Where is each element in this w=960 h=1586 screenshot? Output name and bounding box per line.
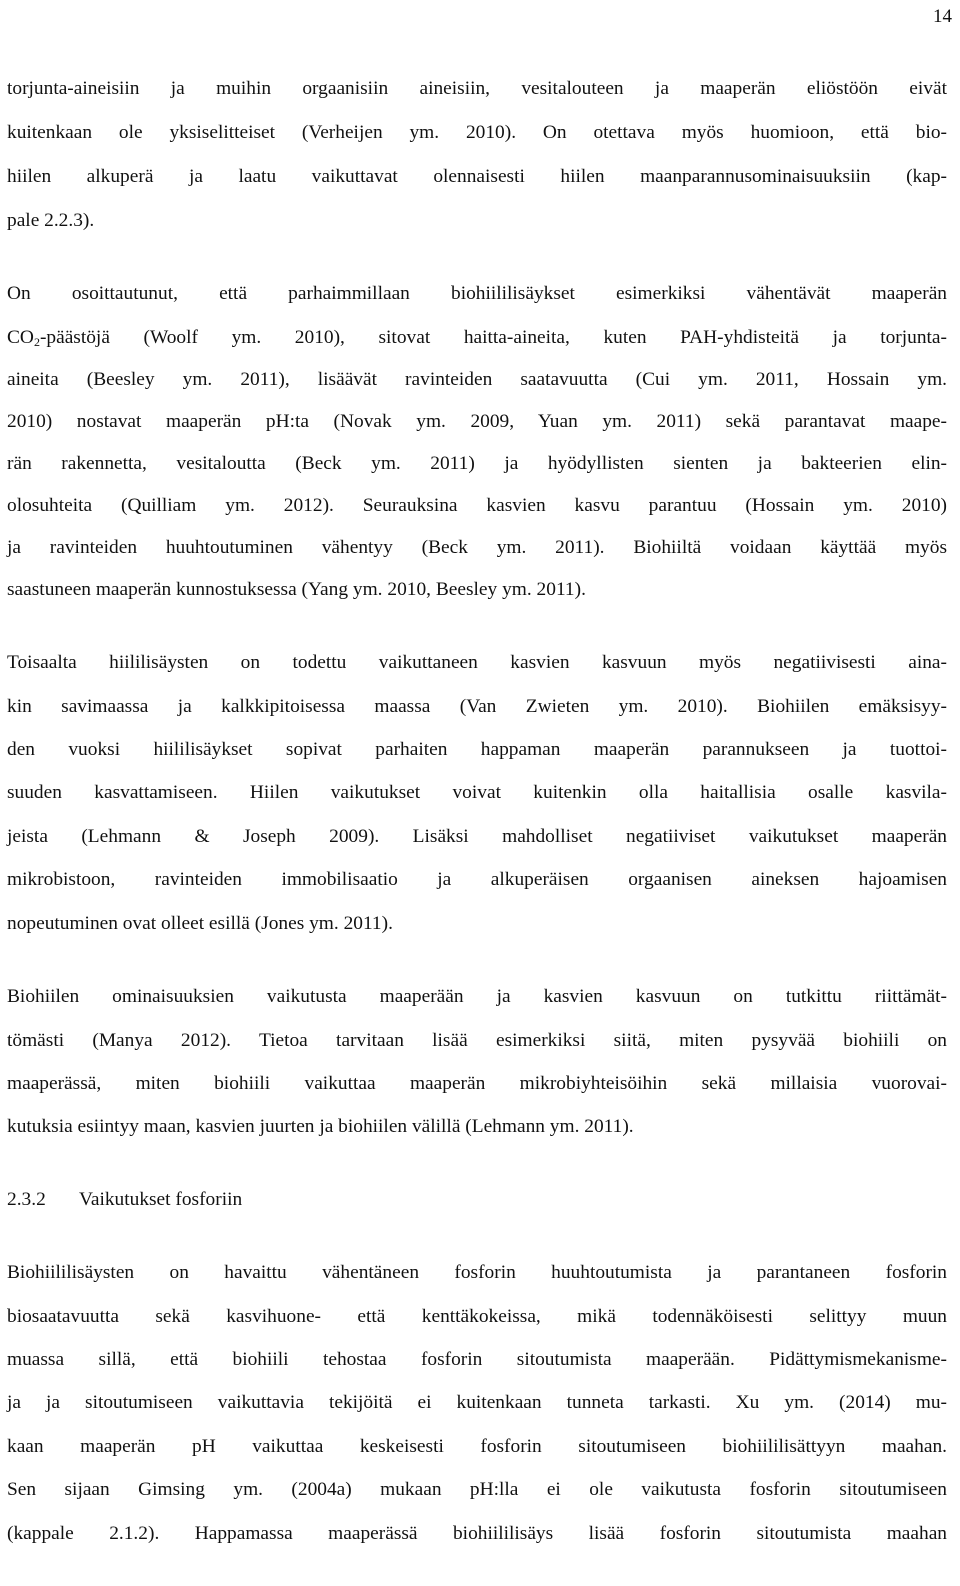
- section-number: 2.3.2: [7, 1189, 46, 1210]
- paragraph-3-line: Toisaalta hiililisäysten on todettu vaikuttaneen kasvien kasvuun myös negatiivisesti aina-: [7, 652, 947, 673]
- co2-text: CO: [7, 327, 34, 348]
- paragraph-4-line: tömästi (Manya 2012). Tietoa tarvitaan lisää esimerkiksi siitä, miten pysyvää biohiili on: [7, 1030, 947, 1051]
- paragraph-2-line: saastuneen maaperän kunnostuksessa (Yang ym. 2010, Beesley ym. 2011).: [7, 579, 586, 600]
- paragraph-2-line: aineita (Beesley ym. 2011), lisäävät ravinteiden saatavuutta (Cui ym. 2011, Hossain ym.: [7, 369, 947, 390]
- paragraph-5-line: Sen sijaan Gimsing ym. (2004a) mukaan pH:lla ei ole vaikutusta fosforin sitoutumiseen: [7, 1479, 947, 1500]
- paragraph-1-line: kuitenkaan ole yksiselitteiset (Verheijen ym. 2010). On otettava myös huomioon, että bio-: [7, 122, 947, 143]
- section-heading: [7, 1189, 947, 1211]
- paragraph-4-line: maaperässä, miten biohiili vaikuttaa maaperän mikrobiyhteisöihin sekä millaisia vuorovai-: [7, 1073, 947, 1094]
- paragraph-2-line: olosuhteita (Quilliam ym. 2012). Seurauksina kasvien kasvu parantuu (Hossain ym. 2010): [7, 495, 947, 516]
- paragraph-3-line: nopeutuminen ovat olleet esillä (Jones ym. 2011).: [7, 913, 393, 934]
- paragraph-4-line: kutuksia esiintyy maan, kasvien juurten ja biohiilen välillä (Lehmann ym. 2011).: [7, 1116, 634, 1137]
- paragraph-5-line: kaan maaperän pH vaikuttaa keskeisesti fosforin sitoutumiseen biohiililisättyyn maahan.: [7, 1436, 947, 1457]
- section-title: Vaikutukset fosforiin: [79, 1189, 243, 1210]
- paragraph-3-line: mikrobistoon, ravinteiden immobilisaatio ja alkuperäisen orgaanisen aineksen hajoamisen: [7, 869, 947, 890]
- paragraph-2-line: [7, 327, 947, 349]
- paragraph-1-line: hiilen alkuperä ja laatu vaikuttavat olennaisesti hiilen maanparannusominaisuuksiin (kap-: [7, 166, 947, 187]
- paragraph-2-line: On osoittautunut, että parhaimmillaan biohiililisäykset esimerkiksi vähentävät maaperän: [7, 283, 947, 304]
- paragraph-5-line: ja ja sitoutumiseen vaikuttavia tekijöitä ei kuitenkaan tunneta tarkasti. Xu ym. (2014) mu-: [7, 1392, 947, 1413]
- paragraph-5-line: muassa sillä, että biohiili tehostaa fosforin sitoutumista maaperään. Pidättymismekanisme-: [7, 1349, 947, 1370]
- paragraph-3-line: suuden kasvattamiseen. Hiilen vaikutukset voivat kuitenkin olla haitallisia osalle kasvila-: [7, 782, 947, 803]
- paragraph-2-line: ja ravinteiden huuhtoutuminen vähentyy (Beck ym. 2011). Biohiiltä voidaan käyttää myös: [7, 537, 947, 558]
- paragraph-1-line: torjunta-aineisiin ja muihin orgaanisiin aineisiin, vesitalouteen ja maaperän eliöstöön eivät: [7, 78, 947, 99]
- paragraph-3-line: kin savimaassa ja kalkkipitoisessa maassa (Van Zwieten ym. 2010). Biohiilen emäksisyy-: [7, 696, 947, 717]
- paragraph-1-line: pale 2.2.3).: [7, 210, 95, 231]
- paragraph-5-line: biosaatavuutta sekä kasvihuone- että kenttäkokeissa, mikä todennäköisesti selittyy muun: [7, 1306, 947, 1327]
- paragraph-2-line: 2010) nostavat maaperän pH:ta (Novak ym. 2009, Yuan ym. 2011) sekä parantavat maape-: [7, 411, 947, 432]
- paragraph-5-line: (kappale 2.1.2). Happamassa maaperässä biohiililisäys lisää fosforin sitoutumista maahan: [7, 1523, 947, 1544]
- paragraph-3-line: den vuoksi hiililisäykset sopivat parhaiten happaman maaperän parannukseen ja tuottoi-: [7, 739, 947, 760]
- page-number: 14: [933, 6, 952, 27]
- co2-subscript: 2: [33, 335, 40, 349]
- paragraph-2-line: rän rakennetta, vesitaloutta (Beck ym. 2011) ja hyödyllisten sienten ja bakteerien elin-: [7, 453, 947, 474]
- paragraph-4-line: Biohiilen ominaisuuksien vaikutusta maaperään ja kasvien kasvuun on tutkittu riittämät-: [7, 986, 947, 1007]
- paragraph-3-line: jeista (Lehmann & Joseph 2009). Lisäksi mahdolliset negatiiviset vaikutukset maaperän: [7, 826, 947, 847]
- paragraph-5-line: Biohiililisäysten on havaittu vähentäneen fosforin huuhtoutumista ja parantaneen fosforin: [7, 1262, 947, 1283]
- paragraph-2-line-rest: -päästöjä (Woolf ym. 2010), sitovat haitta-aineita, kuten PAH-yhdisteitä ja torjunta-: [39, 327, 947, 348]
